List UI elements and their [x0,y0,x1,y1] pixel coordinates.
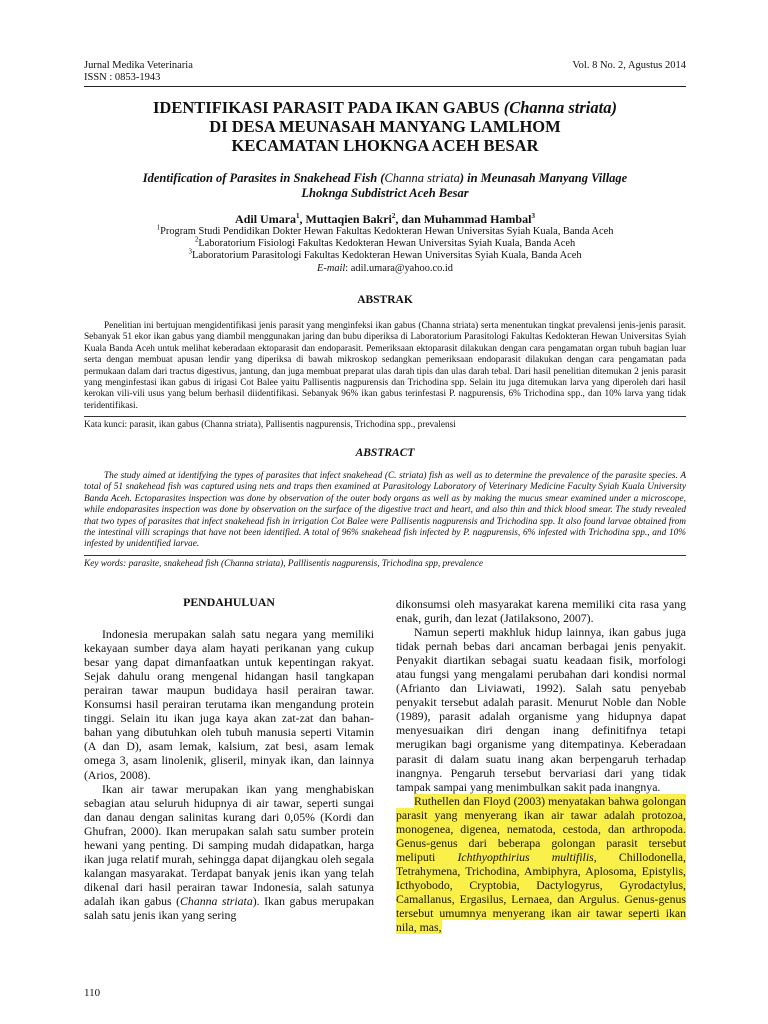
species-name: Channa striata [180,893,253,908]
title-line2: DI DESA MEUNASAH MANYANG LAMLHOM [209,117,561,136]
abstrak-divider [84,416,686,417]
volume-info: Vol. 8 No. 2, Agustus 2014 [572,60,686,71]
paragraph-text: Ikan air tawar merupakan ikan yang menghabiskan sebagian atau seluruh hidupnya di air tawar, seperti sungai dan danau dengan salinitas kurang dari 0,05% (Kordi dan Ghufran, 2000). Ikan merupakan salah satu sumber protein hewani yang penting. Di samping mudah didapatkan, harga ikan juga relatif murah, sehingga dapat dijangkau oleh segala kalangan masyarakat. Terdapat banyak jenis ikan yang telah dikenal dari hasil perairan tawar Indonesia, salah satunya adalah ikan gabus ( [84,781,374,908]
abstrak-keywords: Kata kunci: parasit, ikan gabus (Channa striata), Pallisentis nagpurensis, Trichodina spp., prevalensi [84,420,456,430]
journal-header [84,60,686,84]
abstract-keywords: Key words: parasite, snakehead fish (Channa striata), Palllisentis nagpurensis, Trichodina spp, prevalence [84,559,483,569]
abstract-divider [84,555,686,556]
affiliations [84,223,686,275]
affiliation-2: Laboratorium Fisiologi Fakultas Kedokteran Hewan Universitas Syiah Kuala, Banda Aceh [198,238,576,250]
right-column [396,597,686,934]
author-2: Muttaqien Bakri [305,212,392,226]
en-title-line2: Lhoknga Subdistrict Aceh Besar [301,186,469,200]
title-line3: KECAMATAN LHOKNGA ACEH BESAR [231,136,539,155]
highlighted-paragraph [396,794,686,934]
affiliation-3: Laboratorium Parasitologi Fakultas Kedokteran Hewan Universitas Syiah Kuala, Banda Aceh [191,250,582,262]
en-title-part1: Identification of Parasites in Snakehead Fish ( [142,171,385,185]
author-sep: , [299,212,306,226]
abstrak-heading: ABSTRAK [357,294,413,306]
paragraph: Indonesia merupakan salah satu negara yang memiliki kekayaan sumber daya alam hayati perikanan yang cukup besar yang dapat dimanfaatkan untuk kepentingan rakyat. Sejak dahulu orang mengenal hidangan hasil tangkapan perairan tawar maupun budidaya hasil perairan tawar. Konsumsi hasil perairan terutama ikan mengandung protein tinggi. Selain itu ikan juga kaya akan zat-zat dan bahan-bahan yang dibutuhkan oleh tubuh manusia seperti Vitamin (A dan D), asam lemak, kalsium, zat besi, asam lemak omega 3, asam linolenik, gliseril, minyak ikan, dan lainnya (Arios, 2008). [84,627,374,782]
abstract-heading: ABSTRACT [355,447,415,459]
highlighted-text: Ruthellen dan Floyd (2003) menyatakan bahwa golongan parasit yang menyerang ikan air tawar adalah protozoa, monogenea, digenea, nematoda, cestoda, dan arthropoda. Genus-genus dari beberapa golongan parasit tersebut meliputi [396,793,686,864]
en-title-part2: ) in Meunasah Manyang Village [459,171,628,185]
author-1: Adil Umara [235,212,297,226]
affil-3-sup: 3 [188,247,192,256]
author-1-sup: 1 [296,212,300,220]
issn: ISSN : 0853-1943 [84,72,161,83]
paragraph: dikonsumsi oleh masyarakat karena memiliki cita rasa yang enak, gurih, dan lezat (Jatilaksono, 2007). [396,597,686,626]
paper-title [84,98,686,155]
header-divider [84,86,686,87]
highlighted-text: , Chillodonella, Tetrahymena, Trichodina, Ambiphyra, Aplosoma, Epistylis, Icthyobodo, Cryptobia, Dactylogyrus, Gyrodactylus, Camallanus, Ergasilus, Lernaea, dan Argulus. Genus-genus tersebut umumnya menyerang ikan air tawar seperti ikan nila, mas, [396,849,686,935]
email-address: : adil.umara@yahoo.co.id [345,262,453,274]
title-species: (Channa striata) [503,98,617,117]
paragraph: Namun seperti makhluk hidup lainnya, ikan gabus juga tidak pernah bebas dari ancaman berbagai jenis penyakit. Penyakit diartikan sebagai suatu keadaan fisik, morfologi atau fungsi yang mengalami perubahan dari kondisi normal (Afrianto dan Liviawati, 1992). Salah satu penyebab penyakit tersebut adalah parasit. Menurut Noble dan Noble (1989), parasit adalah organisme yang hidupnya dapat menyesuaikan diri dengan inang definitifnya tetapi merugikan bagi organisme yang ditempatinya. Keberadaan parasit di dalam suatu inang akan berpengaruh terhadap inangnya. Pengaruh tersebut bervariasi dari yang tidak tampak sampai yang menimbulkan sakit pada inangnya. [396,625,686,794]
affiliation-1: Program Studi Pendidikan Dokter Hewan Fakultas Kedokteran Hewan Universitas Syiah Kuala, Banda Aceh [160,226,614,237]
journal-name: Jurnal Medika Veterinaria [84,60,193,71]
author-3-sup: 3 [531,212,535,220]
author-sep: , dan [395,212,424,226]
title-line1: IDENTIFIKASI PARASIT PADA IKAN GABUS [153,98,504,117]
affil-1-sup: 1 [156,223,161,232]
species-name: Ichthyopthirius multifilis [457,849,594,864]
abstract-body: The study aimed at identifying the types of parasites that infect snakehead (C. striata) fish as well as to determine the prevalence of the parasite species. A total of 51 snakehead fish was captured using nets and traps then examined at Parasitology Laboratory of Veterinary Medicine Faculty Syiah Kuala University Banda Aceh. Ectoparasites inspection was done by observation of the outer body organs as well as by making the mucus smear examined under a microscope, while endoparasites inspection was done by observation on the surface of the digestive tract and heart, and also thin and thick blood smear. The study revealed that two types of parasites that infect snakehead fish in irrigation Cot Balee were Pallisentis nagpurensis and Trichodina spp. It also found larvae obtained from the intestinal villi scrapings that have not been identified. A total of 96% snakehead fish infected by P. nagpurensis, 6% infested with Trichodina spp., and 10% infested by unidentified larvae. [84,471,686,550]
page-number: 110 [84,987,101,999]
author-list [84,212,686,226]
paragraph [84,782,374,922]
english-title [90,171,680,201]
section-heading-pendahuluan: PENDAHULUAN [183,595,275,609]
email-label: E-mail [317,262,346,274]
affil-2-sup: 2 [194,235,199,244]
en-title-species: Channa striata [384,171,460,185]
abstrak-body: Penelitian ini bertujuan mengidentifikasi jenis parasit yang menginfeksi ikan gabus (Channa striata) serta menentukan tingkat prevalensi jenis-jenis parasit. Sebanyak 51 ekor ikan gabus yang diambil menggunakan jaring dan bubu diperiksa di Laboratorium Parasitologi Fakultas Kedokteran Hewan Universitas Syiah Kuala Banda Aceh untuk melihat keberadaan ektoparasit dan endoparasit. Pemeriksaan ektoparasit dilakukan dengan cara pengamatan organ tubuh bagian luar serta dengan membuat apusan lendir yang diperiksa di bawah mikroskop sedangkan pemeriksaan endoparasit dilakukan dengan cara pengamatan pada permukaan dalam dari tractus digestivus, jantung, dan juga membuat preparat ulas darah tipis dan ulas darah tebal. Dari hasil penelitian ditemukan 2 jenis parasit yang menginfestasi ikan gabus di irigasi Cot Balee yaitu Pallisentis nagpurensis dan Trichodina spp. Selain itu juga ditemukan larva yang diperoleh dari hasil kerokan vili-vili usus yang belum berhasil diidentifikasi. Sebanyak 96% ikan gabus terinfestasi P. nagpurensis, 6% Trichodina spp., dan 10% larva yang tidak teridentifikasi. [84,321,686,411]
left-column [84,595,374,922]
author-2-sup: 2 [391,212,396,220]
paragraph-text: ). Ikan gabus merupakan salah satu jenis ikan yang sering [84,893,374,922]
author-3: Muhammad Hambal [423,212,532,226]
